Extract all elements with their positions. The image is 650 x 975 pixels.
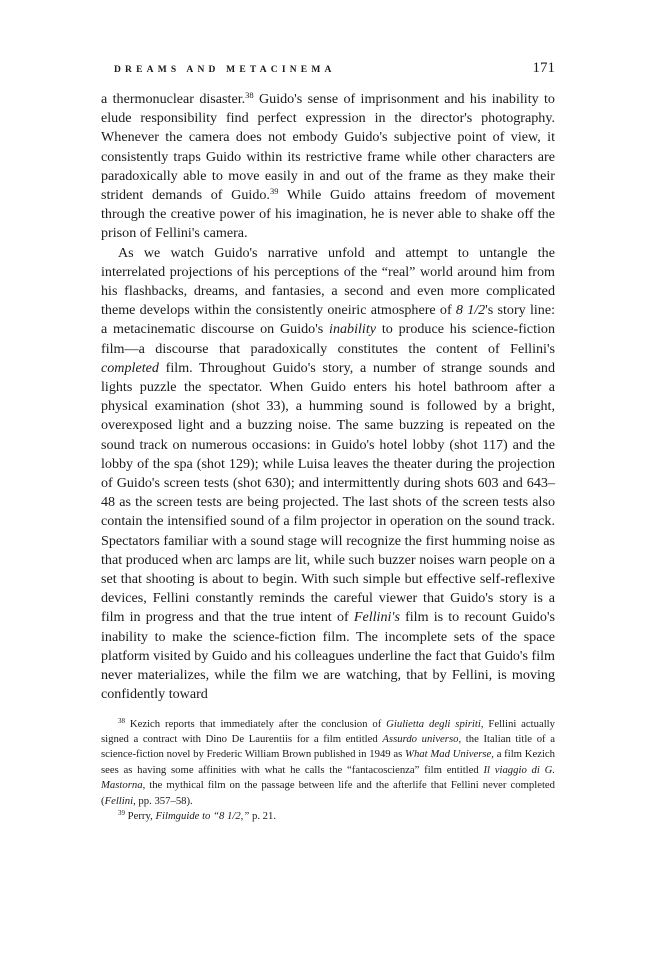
footnote-ref-39[interactable]: 39: [269, 186, 279, 197]
italic-title: Il viaggio di G. Mastorna: [101, 763, 555, 792]
italic-title: 8 1/2: [455, 302, 486, 319]
text-run: Kezich reports that immediately after the conclusion of: [125, 717, 387, 730]
text-run: , Fellini actually signed a contract with Dino De Laurentiis for a film entitled: [101, 717, 555, 745]
text-run: While Guido attains freedom of movement through the creative power of his imagination, he is never able to shake off the prison of Fellini's camera.: [101, 187, 555, 242]
running-head-title: DREAMS AND METACINEMA: [114, 65, 336, 75]
italic-emphasis: inability: [329, 321, 377, 338]
italic-emphasis: completed: [101, 359, 159, 376]
paragraph-1: [101, 90, 555, 244]
italic-title: Fellini: [104, 794, 134, 807]
text-run: , a film Kezich sees as having some affinities with what he calls the “fantacoscienza” film entitled: [101, 748, 556, 776]
italic-title: What Mad Universe: [405, 748, 492, 761]
text-run: Perry,: [125, 809, 156, 822]
body-text: [101, 90, 555, 705]
text-run: 's story line: a metacinematic discourse on Guido's: [101, 302, 555, 338]
text-run: Guido's sense of imprisonment and his inability to elude responsibility find perfect expression in the director's photography. Whenever the camera does not embody Guido's subjective point of view, it consistently traps Guido within its restrictive frame while other characters are paradoxically able to move easily in and out of the frame as they make their strident demands of Guido.: [101, 91, 555, 204]
book-page: [101, 60, 555, 824]
footnote-number: 38: [118, 716, 125, 725]
italic-title: Filmguide to “8 1/2,”: [155, 809, 250, 822]
italic-title: Assurdo universo: [382, 732, 459, 745]
footnote-38: [101, 717, 555, 809]
text-run: to produce his science-fiction film—a discourse that paradoxically constitutes the content of Fellini's: [101, 321, 555, 357]
text-run: , pp. 357–58).: [133, 794, 193, 807]
text-run: , the Italian title of a science-fiction novel by Frederic William Brown published in 1949 as: [101, 732, 555, 761]
footnote-39: [101, 809, 555, 824]
page-number: 171: [532, 60, 555, 76]
text-run: film. Throughout Guido's story, a number of strange sounds and lights puzzle the spectator. When Guido enters his hotel bathroom after a physical examination (shot 33), a humming sound is followed by a bright, overexposed light and a buzzing noise. The same buzzing is repeated on the sound track on numerous occasions: in Guido's hotel lobby (shot 117) and the lobby of the spa (shot 129); while Luisa leaves the theater during the projection of Guido's screen tests (shot 630); and intermittently during shots 603 and 643–48 as the screen tests are being projected. The last shots of the screen tests also contain the intensified sound of a film projector in operation on the sound track. Spectators familiar with a sound stage will recognize the first humming noise as that produced when arc lamps are lit, while such buzzer noises warn people on a set that shooting is about to begin. With such simple but effective self-reflexive devices, Fellini constantly reminds the careful viewer that Guido's story is a film in progress and that the true intent of: [101, 359, 555, 626]
paragraph-2: [101, 244, 555, 705]
footnote-ref-38[interactable]: 38: [245, 90, 254, 100]
text-run: , the mythical film on the passage between life and the afterlife that Fellini never completed (: [101, 779, 555, 807]
running-head: [101, 60, 555, 90]
footnotes: [101, 717, 555, 825]
text-run: p. 21.: [249, 809, 277, 822]
italic-title: Giulietta degli spiriti: [386, 717, 481, 730]
footnote-number: 39: [118, 808, 125, 817]
italic-emphasis: Fellini's: [353, 609, 400, 626]
text-run: a thermonuclear disaster.: [101, 91, 246, 107]
text-run: film is to recount Guido's inability to make the science-fiction film. The incomplete sets of the space platform visited by Guido and his colleagues underline the fact that Guido's film never materializes, while the film we are watching, that by Fellini, is moving confidently toward: [101, 609, 555, 703]
text-run: As we watch Guido's narrative unfold and attempt to untangle the interrelated projections of his perceptions of the “real” world around him from his flashbacks, dreams, and fantasies, a second and even more complicated theme develops within the consistently oneiric atmosphere of: [101, 244, 555, 319]
